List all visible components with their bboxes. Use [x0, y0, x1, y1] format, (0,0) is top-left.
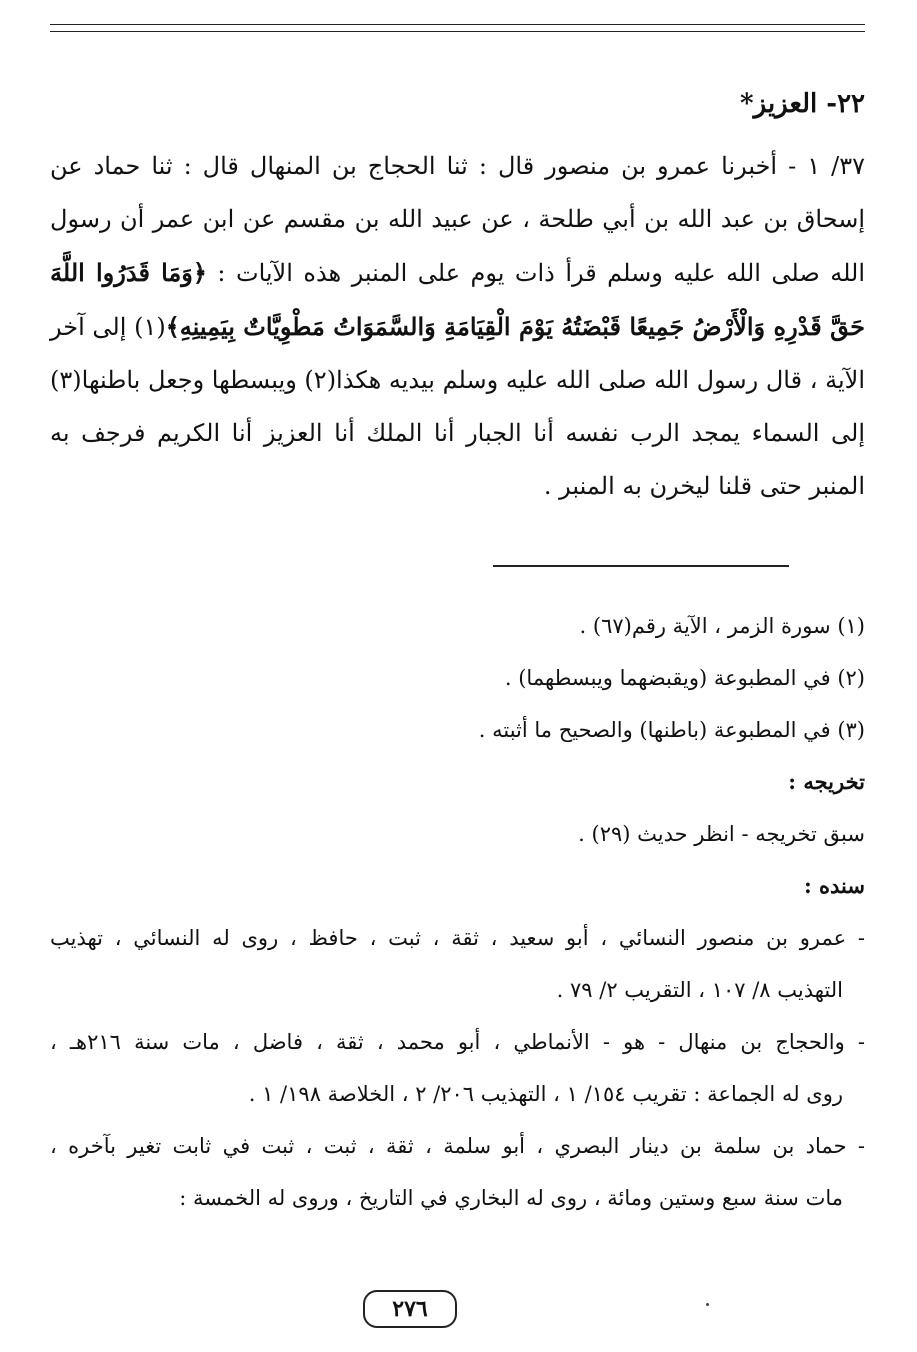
sanad-item-3-line2: مات سنة سبع وستين ومائة ، روى له البخاري في التاريخ ، وروى له الخمسة : — [179, 1186, 843, 1210]
takhrij-text: سبق تخريجه - انظر حديث (٢٩) . — [578, 822, 865, 846]
footnote-2: (٢) في المطبوعة (ويقبضهما ويبسطهما) . — [504, 666, 865, 690]
hadith-text — [50, 140, 865, 513]
hadith-text-part2: (١) إلى آخر الآية ، قال رسول الله صلى الله عليه وسلم بيديه هكذا(٢) ويبسطها وجعل باطنها(٣) إلى السماء يمجد الرب نفسه أنا الجبار أنا الملك أنا العزيز أنا الكريم فرجف به المنبر حتى قلنا ليخرن به المنبر . — [50, 313, 865, 500]
scan-speck — [706, 1303, 709, 1306]
sanad-item-1-line1: - عمرو بن منصور النسائي ، أبو سعيد ، ثقة ، ثبت ، حافظ ، روى له النسائي ، تهذيب — [50, 926, 865, 950]
sanad-item-3-line1: - حماد بن سلمة بن دينار البصري ، أبو سلمة ، ثقة ، ثبت ، ثبت في ثابت تغير بآخره ، — [50, 1134, 865, 1158]
hadith-text-part1: ٣٧/ ١ - أخبرنا عمرو بن منصور قال : ثنا الحجاج بن المنهال قال : ثنا حماد عن إسحاق بن عبد الله بن أبي طلحة ، عن عبيد الله بن مقسم عن ابن عمر أن رسول الله صلى الله عليه وسلم قرأ ذات يوم على المنبر هذه الآيات : — [50, 152, 866, 287]
sanad-item-1-line2: التهذيب ٨/ ١٠٧ ، التقريب ٢/ ٧٩ . — [556, 978, 843, 1002]
header-rule-bottom — [50, 31, 865, 32]
notes-block — [50, 600, 865, 1224]
takhrij-title: تخريجه : — [788, 769, 865, 794]
footnote-separator — [493, 565, 789, 567]
footnote-1: (١) سورة الزمر ، الآية رقم(٦٧) . — [579, 614, 865, 638]
header-rule-top — [50, 24, 865, 25]
page-number: ٢٧٦ — [363, 1290, 457, 1328]
sanad-title: سنده : — [803, 873, 865, 898]
footnote-3: (٣) في المطبوعة (باطنها) والصحيح ما أثبته . — [478, 718, 865, 742]
sanad-item-2-line1: - والحجاج بن منهال - هو - الأنماطي ، أبو محمد ، ثقة ، فاضل ، مات سنة ٢١٦هـ ، — [50, 1030, 865, 1054]
section-heading: ٢٢- العزيز* — [740, 89, 865, 119]
sanad-item-2-line2: روى له الجماعة : تقريب ١٥٤/ ١ ، التهذيب ٢٠٦/ ٢ ، الخلاصة ١٩٨/ ١ . — [248, 1082, 843, 1106]
quran-verse: ﴿وَمَا قَدَرُوا اللَّهَ حَقَّ قَدْرِهِ وَالْأَرْضُ جَمِيعًا قَبْضَتُهُ يَوْمَ الْقِيَامَةِ وَالسَّمَوَاتُ مَطْوِيَّاتٌ بِيَمِينِهِ﴾ — [50, 258, 865, 341]
